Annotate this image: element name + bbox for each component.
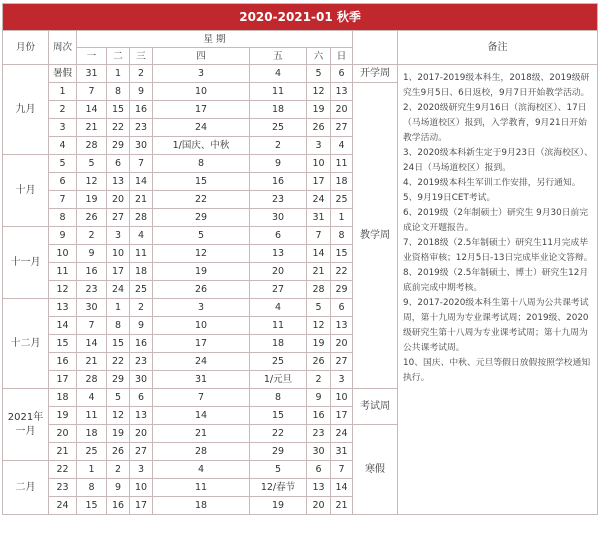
day-cell: 12	[77, 173, 107, 191]
period-label: 考试周	[353, 389, 398, 425]
day-cell: 27	[107, 209, 130, 227]
day-cell: 31	[77, 65, 107, 83]
day-cell: 29	[250, 443, 307, 461]
day-cell: 10	[107, 245, 130, 263]
day-cell: 10	[153, 317, 250, 335]
day-cell: 8	[107, 83, 130, 101]
day-cell: 16	[250, 173, 307, 191]
week-number: 8	[49, 209, 77, 227]
day-cell: 31	[307, 209, 331, 227]
academic-calendar-table	[2, 3, 598, 515]
day-cell: 7	[307, 227, 331, 245]
day-cell: 23	[307, 425, 331, 443]
day-cell: 28	[77, 371, 107, 389]
day-cell: 11	[153, 479, 250, 497]
week-number: 10	[49, 245, 77, 263]
day-cell: 31	[331, 443, 353, 461]
week-column-header: 周次	[49, 31, 77, 65]
period-column-header	[353, 31, 398, 65]
day-cell: 19	[307, 101, 331, 119]
day-cell: 13	[107, 173, 130, 191]
day-cell: 12	[153, 245, 250, 263]
day-cell: 24	[331, 425, 353, 443]
day-cell: 10	[130, 479, 153, 497]
day-cell: 14	[130, 173, 153, 191]
day-cell: 25	[250, 119, 307, 137]
week-number: 6	[49, 173, 77, 191]
day-cell: 20	[307, 497, 331, 515]
day-cell: 16	[107, 497, 130, 515]
day-cell: 27	[331, 119, 353, 137]
note-item: 10、国庆、中秋、元旦等假日放假按照学校通知执行。	[403, 358, 591, 383]
week-number: 12	[49, 281, 77, 299]
day-cell: 4	[130, 227, 153, 245]
day-cell: 19	[153, 263, 250, 281]
day-cell: 17	[107, 263, 130, 281]
day-cell: 19	[250, 497, 307, 515]
day-cell: 19	[307, 335, 331, 353]
day-cell: 27	[331, 353, 353, 371]
week-number: 15	[49, 335, 77, 353]
day-cell: 30	[250, 209, 307, 227]
week-number: 20	[49, 425, 77, 443]
weekday-header: 一	[77, 48, 107, 65]
day-cell: 8	[77, 479, 107, 497]
note-item: 1、2017-2019级本科生，2018级、2019级研究生9月5日、6日返校，9月7日开始教学活动。	[403, 73, 590, 98]
month-label: 十月	[3, 155, 49, 227]
day-cell: 6	[331, 299, 353, 317]
day-cell: 2	[130, 65, 153, 83]
week-row	[3, 65, 598, 83]
week-number: 11	[49, 263, 77, 281]
note-item: 4、2019级本科生军训工作安排，另行通知。	[403, 178, 581, 188]
day-cell: 12/春节	[250, 479, 307, 497]
day-cell: 2	[307, 371, 331, 389]
day-cell: 16	[77, 263, 107, 281]
month-label: 二月	[3, 461, 49, 515]
day-cell: 14	[77, 335, 107, 353]
day-cell: 1	[77, 461, 107, 479]
day-cell: 10	[153, 83, 250, 101]
day-cell: 11	[77, 407, 107, 425]
day-cell: 27	[130, 443, 153, 461]
day-cell: 29	[107, 371, 130, 389]
day-cell: 2	[107, 461, 130, 479]
day-cell: 17	[130, 497, 153, 515]
week-number: 19	[49, 407, 77, 425]
day-cell: 8	[331, 227, 353, 245]
day-cell: 16	[130, 335, 153, 353]
day-cell: 21	[331, 497, 353, 515]
note-item: 3、2020级本科新生定于9月23日（滨海校区）、24日（马场道校区）报到。	[403, 148, 593, 173]
day-cell: 18	[153, 497, 250, 515]
day-cell: 13	[130, 407, 153, 425]
week-number: 5	[49, 155, 77, 173]
day-cell: 4	[331, 137, 353, 155]
day-cell: 14	[77, 101, 107, 119]
day-cell: 6	[107, 155, 130, 173]
day-cell: 17	[307, 173, 331, 191]
day-cell: 17	[153, 335, 250, 353]
weekday-header: 日	[331, 48, 353, 65]
day-cell: 5	[107, 389, 130, 407]
day-cell: 20	[331, 335, 353, 353]
week-number: 13	[49, 299, 77, 317]
day-cell: 25	[130, 281, 153, 299]
day-cell: 15	[107, 101, 130, 119]
day-cell: 3	[153, 65, 250, 83]
day-cell: 13	[331, 83, 353, 101]
day-cell: 17	[153, 101, 250, 119]
day-cell: 25	[331, 191, 353, 209]
day-cell: 26	[77, 209, 107, 227]
day-cell: 11	[250, 83, 307, 101]
day-cell: 2	[77, 227, 107, 245]
day-cell: 21	[307, 263, 331, 281]
day-cell: 24	[107, 281, 130, 299]
weekday-header: 二	[107, 48, 130, 65]
day-cell: 25	[77, 443, 107, 461]
day-cell: 3	[153, 299, 250, 317]
day-cell: 26	[153, 281, 250, 299]
day-cell: 28	[130, 209, 153, 227]
day-cell: 15	[107, 335, 130, 353]
day-cell: 16	[130, 101, 153, 119]
weekday-header: 三	[130, 48, 153, 65]
day-cell: 19	[107, 425, 130, 443]
day-cell: 13	[307, 479, 331, 497]
week-number: 9	[49, 227, 77, 245]
day-cell: 24	[307, 191, 331, 209]
day-cell: 21	[130, 191, 153, 209]
day-cell: 5	[250, 461, 307, 479]
week-number: 21	[49, 443, 77, 461]
day-cell: 18	[130, 263, 153, 281]
month-label: 2021年 一月	[3, 389, 49, 461]
week-number: 14	[49, 317, 77, 335]
day-cell: 5	[153, 227, 250, 245]
day-cell: 30	[307, 443, 331, 461]
day-cell: 18	[331, 173, 353, 191]
day-cell: 4	[153, 461, 250, 479]
day-cell: 29	[153, 209, 250, 227]
week-number: 7	[49, 191, 77, 209]
day-cell: 1	[107, 299, 130, 317]
day-cell: 30	[130, 371, 153, 389]
day-cell: 3	[307, 137, 331, 155]
day-cell: 6	[130, 389, 153, 407]
day-cell: 20	[331, 101, 353, 119]
day-cell: 26	[307, 119, 331, 137]
week-number: 2	[49, 101, 77, 119]
period-label: 教学周	[353, 83, 398, 389]
day-cell: 25	[250, 353, 307, 371]
day-cell: 7	[331, 461, 353, 479]
day-cell: 3	[107, 227, 130, 245]
day-cell: 27	[250, 281, 307, 299]
weekday-group-header: 星 期	[77, 31, 353, 48]
day-cell: 10	[331, 389, 353, 407]
day-cell: 8	[107, 317, 130, 335]
day-cell: 31	[153, 371, 250, 389]
day-cell: 18	[250, 335, 307, 353]
day-cell: 28	[77, 137, 107, 155]
day-cell: 6	[250, 227, 307, 245]
day-cell: 13	[250, 245, 307, 263]
day-cell: 4	[250, 299, 307, 317]
week-number: 23	[49, 479, 77, 497]
day-cell: 3	[331, 371, 353, 389]
note-item: 6、2019级（2年制硕士）研究生 9月30日前完成论文开题报告。	[403, 208, 589, 233]
day-cell: 15	[250, 407, 307, 425]
day-cell: 7	[77, 317, 107, 335]
day-cell: 11	[130, 245, 153, 263]
day-cell: 1/元旦	[250, 371, 307, 389]
week-number: 16	[49, 353, 77, 371]
week-number: 3	[49, 119, 77, 137]
day-cell: 30	[77, 299, 107, 317]
weekday-header: 六	[307, 48, 331, 65]
day-cell: 5	[77, 155, 107, 173]
day-cell: 15	[153, 173, 250, 191]
week-number: 22	[49, 461, 77, 479]
day-cell: 30	[130, 137, 153, 155]
day-cell: 8	[250, 389, 307, 407]
day-cell: 18	[250, 101, 307, 119]
day-cell: 24	[153, 119, 250, 137]
week-number: 4	[49, 137, 77, 155]
notes-cell	[398, 65, 598, 515]
notes-column-header: 备注	[398, 31, 598, 65]
week-number: 1	[49, 83, 77, 101]
day-cell: 9	[107, 479, 130, 497]
day-cell: 5	[307, 65, 331, 83]
weekday-header: 四	[153, 48, 250, 65]
day-cell: 26	[307, 353, 331, 371]
day-cell: 20	[130, 425, 153, 443]
month-label: 九月	[3, 65, 49, 155]
day-cell: 26	[107, 443, 130, 461]
day-cell: 2	[130, 299, 153, 317]
day-cell: 13	[331, 317, 353, 335]
note-item: 7、2018级（2.5年制硕士）研究生11月完成毕业资格审核；12月5日-13日完成毕业论文答辩。	[403, 238, 593, 263]
day-cell: 1	[107, 65, 130, 83]
day-cell: 7	[153, 389, 250, 407]
weekday-header: 五	[250, 48, 307, 65]
day-cell: 20	[107, 191, 130, 209]
week-number: 暑假	[49, 65, 77, 83]
day-cell: 23	[77, 281, 107, 299]
period-label: 寒假	[353, 425, 398, 515]
day-cell: 12	[307, 317, 331, 335]
day-cell: 8	[153, 155, 250, 173]
month-column-header: 月份	[3, 31, 49, 65]
day-cell: 16	[307, 407, 331, 425]
day-cell: 22	[107, 353, 130, 371]
day-cell: 24	[153, 353, 250, 371]
note-item: 9、2017-2020级本科生第十八周为公共课考试周，第十九周为专业课考试周；2019级、2020级研究生第十八周为专业课考试周；第十九周为公共课考试周。	[403, 298, 589, 353]
day-cell: 11	[331, 155, 353, 173]
day-cell: 22	[153, 191, 250, 209]
calendar-title: 2020-2021-01 秋季	[3, 4, 598, 31]
day-cell: 12	[107, 407, 130, 425]
day-cell: 9	[77, 245, 107, 263]
week-number: 18	[49, 389, 77, 407]
day-cell: 9	[250, 155, 307, 173]
note-item: 2、2020级研究生9月16日（滨海校区）、17日（马场道校区）报到，入学教育，9月21日开始教学活动。	[403, 103, 587, 143]
day-cell: 6	[331, 65, 353, 83]
week-number: 17	[49, 371, 77, 389]
day-cell: 22	[331, 263, 353, 281]
day-cell: 23	[130, 353, 153, 371]
day-cell: 21	[77, 353, 107, 371]
day-cell: 6	[307, 461, 331, 479]
day-cell: 14	[307, 245, 331, 263]
note-item: 8、2019级（2.5年制硕士、博士）研究生12月底前完成中期考核。	[403, 268, 589, 293]
day-cell: 14	[153, 407, 250, 425]
day-cell: 21	[153, 425, 250, 443]
month-label: 十一月	[3, 227, 49, 299]
day-cell: 4	[250, 65, 307, 83]
day-cell: 9	[307, 389, 331, 407]
day-cell: 7	[130, 155, 153, 173]
day-cell: 11	[250, 317, 307, 335]
month-label: 十二月	[3, 299, 49, 389]
day-cell: 23	[250, 191, 307, 209]
day-cell: 10	[307, 155, 331, 173]
day-cell: 3	[130, 461, 153, 479]
day-cell: 9	[130, 83, 153, 101]
week-number: 24	[49, 497, 77, 515]
day-cell: 1	[331, 209, 353, 227]
day-cell: 23	[130, 119, 153, 137]
day-cell: 21	[77, 119, 107, 137]
day-cell: 22	[250, 425, 307, 443]
day-cell: 2	[250, 137, 307, 155]
day-cell: 15	[331, 245, 353, 263]
day-cell: 28	[153, 443, 250, 461]
day-cell: 4	[77, 389, 107, 407]
day-cell: 5	[307, 299, 331, 317]
day-cell: 18	[77, 425, 107, 443]
day-cell: 15	[77, 497, 107, 515]
day-cell: 29	[107, 137, 130, 155]
day-cell: 19	[77, 191, 107, 209]
day-cell: 1/国庆、中秋	[153, 137, 250, 155]
day-cell: 29	[331, 281, 353, 299]
day-cell: 22	[107, 119, 130, 137]
day-cell: 7	[77, 83, 107, 101]
day-cell: 17	[331, 407, 353, 425]
day-cell: 14	[331, 479, 353, 497]
period-label: 开学周	[353, 65, 398, 83]
day-cell: 9	[130, 317, 153, 335]
day-cell: 12	[307, 83, 331, 101]
day-cell: 20	[250, 263, 307, 281]
note-item: 5、9月19日CET考试。	[403, 193, 496, 203]
day-cell: 28	[307, 281, 331, 299]
